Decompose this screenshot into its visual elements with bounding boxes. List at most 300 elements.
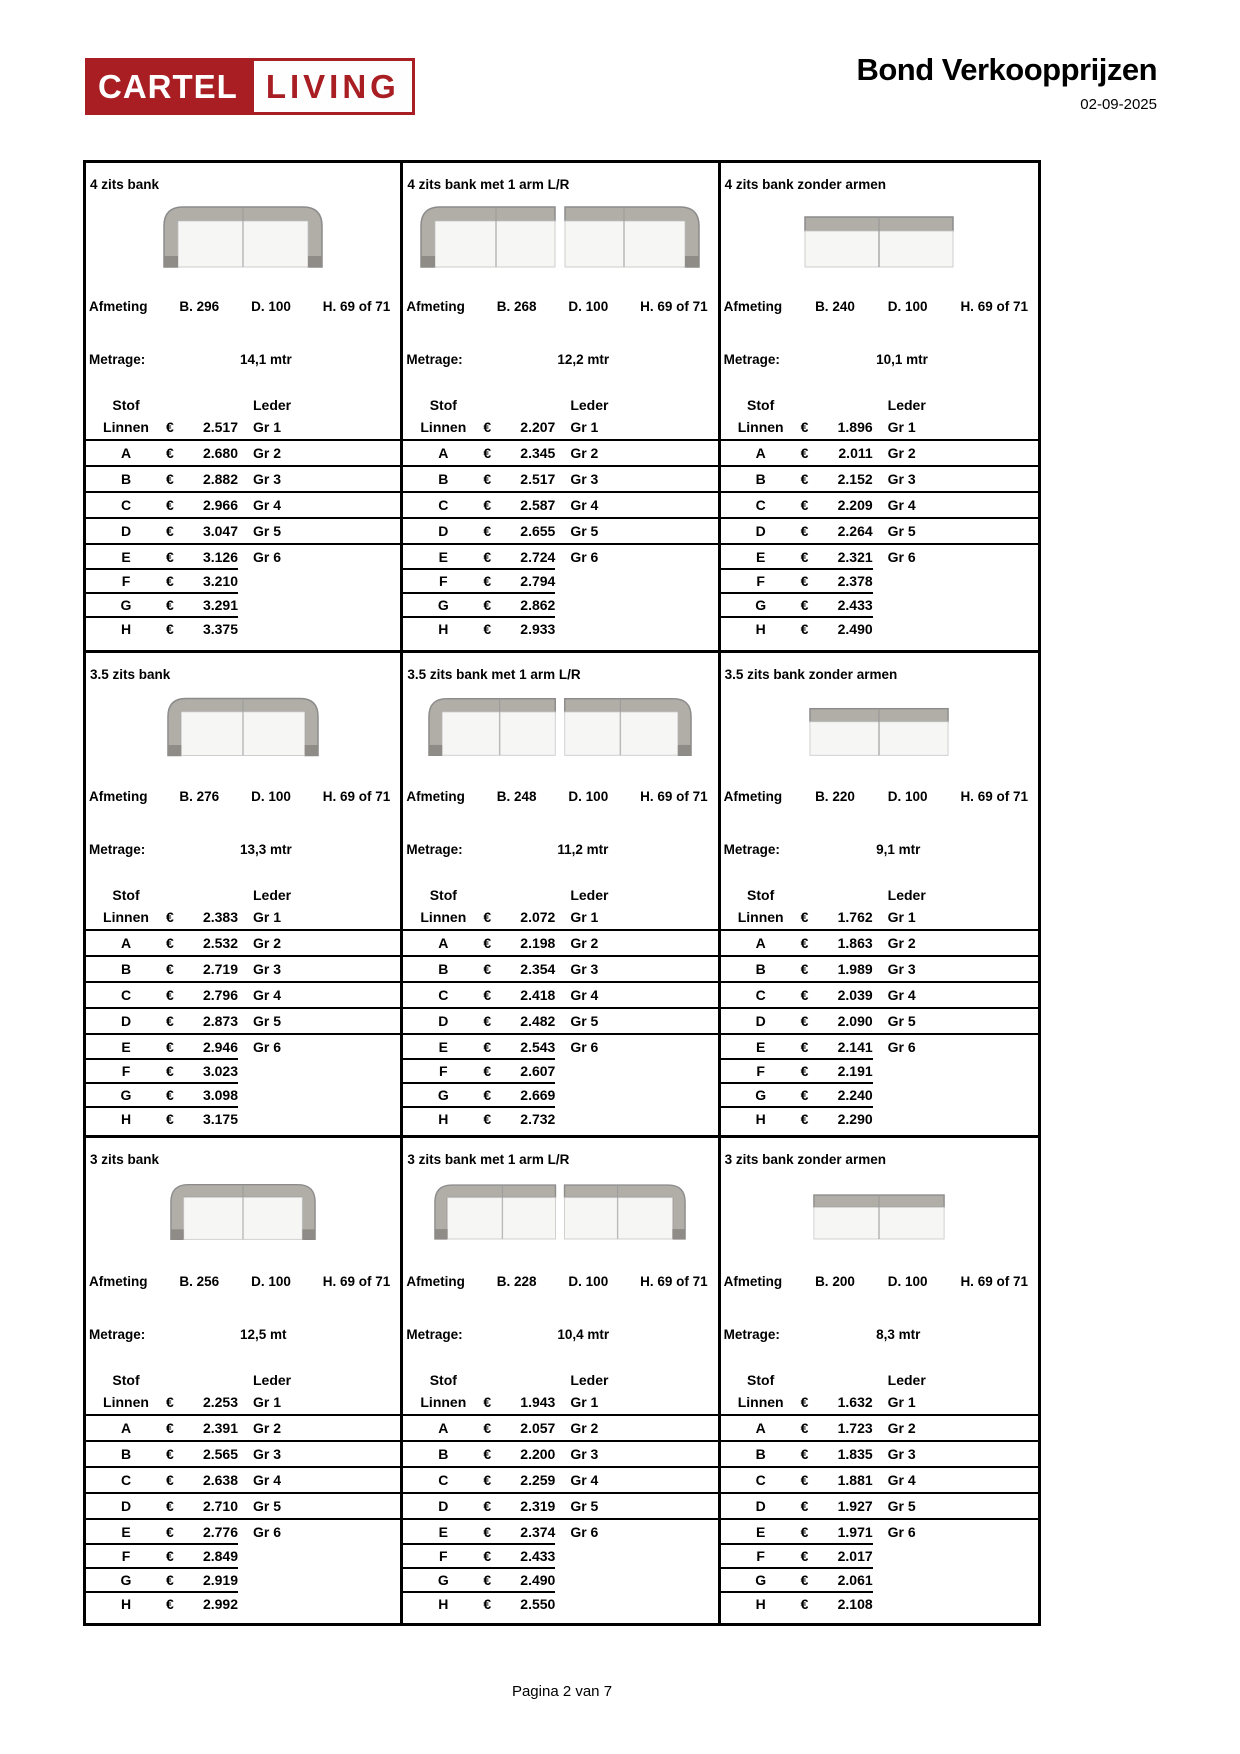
price-row [721,1544,1038,1568]
euro-sign: € [800,909,809,925]
price-row [403,1568,717,1592]
price-row [403,1033,717,1059]
price-table-header [86,394,400,415]
metrage-label: Metrage: [406,352,463,367]
euro-sign: € [166,573,174,589]
euro-sign: € [483,1548,492,1564]
price-value: 2.946 [202,1039,238,1055]
price-value: 2.011 [838,445,873,461]
euro-sign: € [800,1013,809,1029]
leather-group: Gr 3 [570,1446,599,1462]
leather-group: Gr 4 [570,987,599,1003]
euro-sign: € [483,1420,492,1436]
price-value: 2.482 [520,1013,556,1029]
price-value: 2.345 [520,445,556,461]
price-row [403,955,717,981]
leather-group: Gr 1 [570,909,599,925]
leather-group: Gr 6 [887,1524,916,1540]
metrage-line [721,351,1038,368]
product-cell-4-zits-bank-zonder-armen [721,163,1038,653]
price-value: 2.565 [202,1446,238,1462]
leather-group: Gr 2 [887,445,916,461]
price-row [403,1414,717,1440]
metrage-value: 12,5 mt [240,1327,287,1342]
leather-group: Gr 1 [253,1394,282,1410]
euro-sign: € [800,935,809,951]
depth-value: D. 100 [568,1274,609,1289]
document-title: Bond Verkoopprijzen [856,52,1157,87]
price-row [403,415,717,439]
stof-header: Stof [429,886,457,903]
leather-group: Gr 5 [887,523,916,539]
leather-group: Gr 6 [570,1524,599,1540]
euro-sign: € [166,1524,174,1540]
product-grid [83,160,1041,1626]
leather-group: Gr 6 [570,1039,599,1055]
height-value: H. 69 of 71 [640,299,708,314]
price-row [721,1568,1038,1592]
sofa-top-view [86,202,400,268]
price-row [86,1544,400,1568]
euro-sign: € [483,549,492,565]
leather-group: Gr 3 [253,961,282,977]
euro-sign: € [166,1498,174,1514]
height-value: H. 69 of 71 [960,1274,1028,1289]
metrage-value: 10,4 mtr [557,1327,610,1342]
fabric-label: C [120,987,132,1003]
stof-header: Stof [429,396,457,413]
price-value: 2.532 [202,935,238,951]
price-value: 1.632 [837,1394,873,1410]
leder-header: Leder [887,1371,926,1388]
price-row [403,1107,717,1131]
metrage-line [721,1326,1038,1343]
price-row [721,569,1038,593]
price-value: 2.354 [520,961,556,977]
euro-sign: € [166,1111,174,1127]
fabric-label: B [438,1446,449,1462]
fabric-label: C [438,497,449,513]
price-row [86,439,400,465]
euro-sign: € [800,961,809,977]
fabric-label: Linnen [103,909,149,925]
price-value: 2.072 [520,909,556,925]
dimensions-line [721,1273,1038,1290]
euro-sign: € [166,1394,174,1410]
fabric-label: E [121,1039,131,1055]
price-row [86,1466,400,1492]
fabric-label: G [437,1087,449,1103]
depth-value: D. 100 [251,789,291,804]
price-row [86,929,400,955]
euro-sign: € [800,1472,809,1488]
euro-sign: € [800,549,809,565]
width-value: B. 276 [179,789,220,804]
price-row [403,1518,717,1544]
price-value: 2.719 [202,961,238,977]
price-value: 2.862 [520,597,556,613]
price-row [721,1492,1038,1518]
depth-value: D. 100 [568,789,609,804]
leather-group: Gr 2 [887,935,916,951]
product-title: 3 zits bank met 1 arm L/R [407,1152,570,1167]
price-table-body [403,415,717,641]
sofa-armless-icon [804,216,954,268]
fabric-label: G [755,1572,767,1588]
price-value: 2.418 [520,987,556,1003]
metrage-line [86,351,400,368]
stof-header: Stof [112,886,140,903]
dimensions-line [721,298,1038,315]
euro-sign: € [166,1087,174,1103]
metrage-line [721,841,1038,858]
width-value: B. 228 [496,1274,537,1289]
sofa-armless-icon [809,706,949,758]
price-table-body [721,905,1038,1131]
price-table-body [721,1390,1038,1616]
price-value: 2.638 [202,1472,238,1488]
width-value: B. 220 [815,789,855,804]
euro-sign: € [483,987,492,1003]
metrage-line [403,841,717,858]
price-row [86,1033,400,1059]
sofa-top-view [721,692,1038,758]
euro-sign: € [166,1548,174,1564]
price-row [86,1568,400,1592]
price-row [403,1544,717,1568]
metrage-line [86,841,400,858]
leather-group: Gr 6 [570,549,599,565]
leder-header: Leder [570,886,609,903]
price-table-body [86,905,400,1131]
price-row [721,491,1038,517]
fabric-label: A [755,1420,766,1436]
price-row [86,1059,400,1083]
leather-group: Gr 1 [887,1394,916,1410]
stof-header: Stof [747,1371,775,1388]
euro-sign: € [800,987,809,1003]
leather-group: Gr 2 [570,445,599,461]
leather-group: Gr 3 [887,961,916,977]
leather-group: Gr 3 [570,471,599,487]
product-title: 4 zits bank met 1 arm L/R [407,177,570,192]
euro-sign: € [166,1472,174,1488]
price-value: 3.175 [202,1111,238,1127]
euro-sign: € [800,573,809,589]
leather-group: Gr 6 [887,549,916,565]
euro-sign: € [800,1111,809,1127]
price-table [721,884,1038,1131]
leather-group: Gr 2 [253,935,282,951]
euro-sign: € [800,1548,809,1564]
dimensions-line [721,788,1038,805]
fabric-label: B [755,961,766,977]
afmeting-label: Afmeting [89,789,148,804]
price-value: 2.710 [202,1498,238,1514]
product-cell-4-zits-bank [86,163,403,653]
fabric-label: A [755,445,766,461]
price-table-body [721,415,1038,641]
afmeting-label: Afmeting [406,299,465,314]
fabric-label: C [120,497,132,513]
price-value: 2.191 [837,1063,873,1079]
leather-group: Gr 4 [570,497,599,513]
price-value: 2.655 [520,523,556,539]
leather-group: Gr 5 [887,1498,916,1514]
price-value: 2.319 [520,1498,556,1514]
dimensions-line [403,788,717,805]
product-title: 4 zits bank zonder armen [724,177,886,192]
price-value: 2.039 [837,987,873,1003]
price-value: 2.433 [520,1548,556,1564]
euro-sign: € [800,523,809,539]
sofa-top-view [86,692,400,758]
euro-sign: € [800,621,809,637]
fabric-label: Linnen [103,419,149,435]
afmeting-label: Afmeting [89,1274,148,1289]
fabric-label: C [755,987,766,1003]
metrage-value: 13,3 mtr [240,842,292,857]
price-row [86,1518,400,1544]
price-value: 2.724 [520,549,556,565]
price-value: 2.207 [520,419,556,435]
euro-sign: € [483,597,492,613]
euro-sign: € [800,1039,809,1055]
price-value: 2.873 [202,1013,238,1029]
leather-group: Gr 4 [253,987,282,1003]
leather-group: Gr 5 [253,523,282,539]
price-value: 1.881 [837,1472,873,1488]
price-value: 2.017 [837,1548,873,1564]
fabric-label: H [438,1596,449,1612]
euro-sign: € [800,445,809,461]
price-value: 2.490 [837,621,873,637]
price-row [86,543,400,569]
leather-group: Gr 5 [253,1013,282,1029]
price-value: 3.210 [202,573,238,589]
price-row [403,905,717,929]
price-value: 2.200 [520,1446,556,1462]
metrage-label: Metrage: [723,842,780,857]
fabric-label: Linnen [420,909,467,925]
leather-group: Gr 2 [887,1420,916,1436]
euro-sign: € [800,1420,809,1436]
width-value: B. 296 [179,299,220,314]
price-row [86,415,400,439]
page-number: Pagina 2 van 7 [511,1683,613,1700]
leather-group: Gr 4 [887,987,916,1003]
euro-sign: € [483,573,492,589]
dimensions-line [403,1273,717,1290]
price-table-header [86,1369,400,1390]
price-value: 2.849 [202,1548,238,1564]
euro-sign: € [800,597,809,613]
euro-sign: € [483,935,492,951]
euro-sign: € [483,1063,492,1079]
price-value: 2.607 [520,1063,556,1079]
dimensions-line [86,788,400,805]
euro-sign: € [166,1063,174,1079]
price-row [721,593,1038,617]
price-row [403,1592,717,1616]
fabric-label: C [120,1472,132,1488]
price-value: 2.517 [202,419,238,435]
euro-sign: € [483,497,492,513]
logo-cartel-box: CARTEL [85,58,251,115]
leather-group: Gr 4 [887,497,916,513]
fabric-label: C [755,1472,766,1488]
price-row [403,1492,717,1518]
price-value: 1.835 [837,1446,873,1462]
metrage-label: Metrage: [89,842,146,857]
depth-value: D. 100 [887,299,928,314]
metrage-line [86,1326,400,1343]
fabric-label: D [438,523,449,539]
euro-sign: € [483,961,492,977]
sofa-top-view [86,1177,400,1243]
price-value: 2.992 [202,1596,238,1612]
product-cell-3-zits-bank-met-1-arm [403,1138,720,1623]
fabric-label: H [755,621,766,637]
leder-header: Leder [570,396,609,413]
product-title: 4 zits bank [90,177,160,192]
price-value: 1.943 [520,1394,556,1410]
euro-sign: € [800,497,809,513]
price-table-header [721,1369,1038,1390]
euro-sign: € [483,1498,492,1514]
fabric-label: H [120,621,132,637]
fabric-label: F [756,1548,765,1564]
fabric-label: F [439,1548,448,1564]
price-row [721,1007,1038,1033]
euro-sign: € [483,621,492,637]
price-table [721,394,1038,641]
euro-sign: € [800,1524,809,1540]
price-value: 3.375 [202,621,238,637]
width-value: B. 240 [815,299,855,314]
fabric-label: B [120,1446,132,1462]
fabric-label: Linnen [737,1394,784,1410]
fabric-label: F [756,1063,765,1079]
dimensions-line [403,298,717,315]
depth-value: D. 100 [251,299,291,314]
price-row [403,1440,717,1466]
euro-sign: € [800,471,809,487]
price-row [721,1414,1038,1440]
leather-group: Gr 4 [253,1472,282,1488]
leather-group: Gr 5 [570,1498,599,1514]
price-row [403,617,717,641]
metrage-label: Metrage: [723,352,780,367]
price-value: 3.098 [202,1087,238,1103]
fabric-label: G [755,1087,767,1103]
price-value: 2.253 [202,1394,238,1410]
fabric-label: A [438,935,449,951]
euro-sign: € [166,597,174,613]
euro-sign: € [166,961,174,977]
price-row [86,1007,400,1033]
sofa-two-arms-icon [167,696,319,758]
price-value: 2.732 [520,1111,556,1127]
price-value: 1.762 [837,909,873,925]
height-value: H. 69 of 71 [322,789,391,804]
euro-sign: € [800,1446,809,1462]
fabric-label: H [438,621,449,637]
fabric-label: E [121,1524,131,1540]
price-value: 2.543 [520,1039,556,1055]
leather-group: Gr 6 [253,1039,282,1055]
leder-header: Leder [887,396,926,413]
price-value: 1.896 [837,419,873,435]
price-row [403,465,717,491]
euro-sign: € [483,1111,492,1127]
price-value: 2.061 [837,1572,873,1588]
product-title: 3.5 zits bank [90,667,171,682]
euro-sign: € [166,549,174,565]
price-row [86,617,400,641]
fabric-label: E [438,1039,448,1055]
width-value: B. 268 [496,299,537,314]
metrage-value: 10,1 mtr [876,352,928,367]
leather-group: Gr 6 [253,1524,282,1540]
price-row [721,981,1038,1007]
leather-group: Gr 1 [570,1394,599,1410]
price-row [86,1414,400,1440]
price-value: 1.927 [837,1498,873,1514]
fabric-label: C [755,497,766,513]
afmeting-label: Afmeting [406,1274,465,1289]
depth-value: D. 100 [568,299,609,314]
price-value: 2.882 [202,471,238,487]
metrage-value: 9,1 mtr [876,842,921,857]
price-table-header [403,394,717,415]
price-value: 2.517 [520,471,556,487]
price-row [86,593,400,617]
price-value: 2.374 [520,1524,556,1540]
price-table-body [86,1390,400,1616]
price-row [403,1466,717,1492]
price-table-header [403,1369,717,1390]
leather-group: Gr 2 [570,935,599,951]
euro-sign: € [166,523,174,539]
euro-sign: € [483,1472,492,1488]
fabric-label: H [438,1111,449,1127]
fabric-label: B [438,961,449,977]
price-value: 1.723 [837,1420,873,1436]
fabric-label: F [439,573,448,589]
fabric-label: E [438,549,448,565]
price-row [721,1518,1038,1544]
price-row [721,517,1038,543]
stof-header: Stof [747,886,775,903]
fabric-label: Linnen [420,1394,467,1410]
sofa-armless-icon [813,1191,945,1243]
fabric-label: G [120,597,132,613]
euro-sign: € [800,1498,809,1514]
leather-group: Gr 3 [253,471,282,487]
price-value: 2.966 [202,497,238,513]
price-value: 2.057 [520,1420,556,1436]
sofa-one-arm-icon [434,1181,686,1243]
price-table-body [403,905,717,1131]
height-value: H. 69 of 71 [640,789,708,804]
width-value: B. 256 [179,1274,220,1289]
fabric-label: B [755,471,766,487]
leder-header: Leder [570,1371,609,1388]
leather-group: Gr 4 [570,1472,599,1488]
fabric-label: G [120,1087,132,1103]
price-value: 2.433 [837,597,873,613]
